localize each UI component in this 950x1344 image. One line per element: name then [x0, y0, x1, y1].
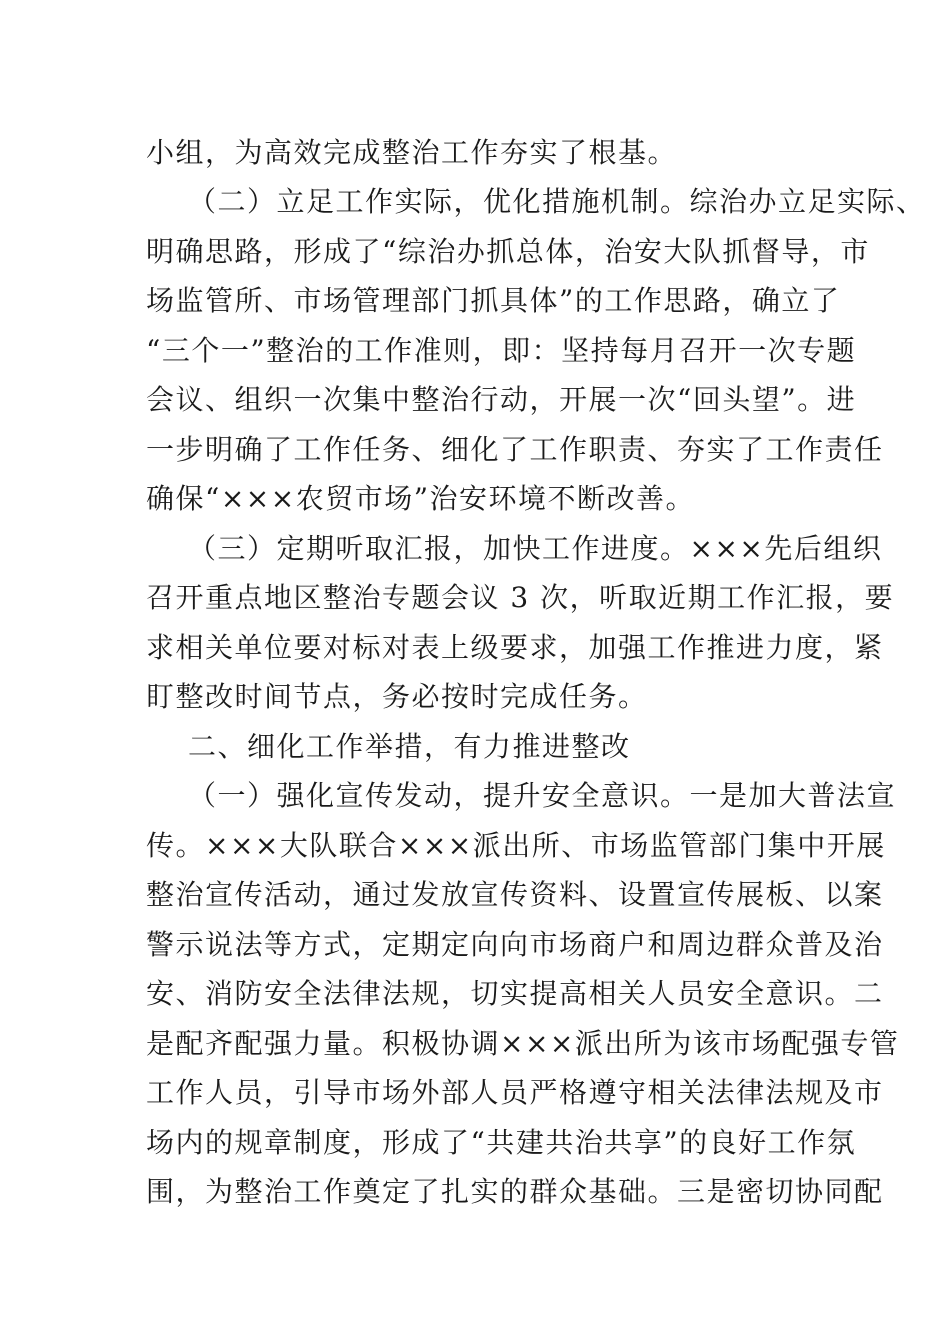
text-line: 盯整改时间节点，务必按时完成任务。: [146, 680, 648, 713]
text-line: 场监管所、市场管理部门抓具体”的工作思路，确立了: [146, 284, 841, 317]
text-line: 求相关单位要对标对表上级要求，加强工作推进力度，紧: [146, 631, 884, 664]
text-line: 一步明确了工作任务、细化了工作职责、夯实了工作责任: [146, 433, 884, 466]
text-line: 围，为整治工作奠定了扎实的群众基础。三是密切协同配: [146, 1175, 884, 1208]
text-line: 传。×××大队联合×××派出所、市场监管部门集中开展: [146, 829, 886, 862]
text-line: 是配齐配强力量。积极协调×××派出所为该市场配强专管: [146, 1027, 900, 1060]
text-line: 小组，为高效完成整治工作夯实了根基。: [146, 136, 678, 169]
section-heading: 二、细化工作举措，有力推进整改: [188, 730, 631, 763]
text-line: 警示说法等方式，定期定向向市场商户和周边群众普及治: [146, 928, 884, 961]
text-line: 召开重点地区整治专题会议 3 次，听取近期工作汇报，要: [146, 581, 895, 614]
text-line: 会议、组织一次集中整治行动，开展一次“回头望”。进: [146, 383, 857, 416]
text-line: 场内的规章制度，形成了“共建共治共享”的良好工作氛: [146, 1126, 857, 1159]
text-line: 工作人员，引导市场外部人员严格遵守相关法律法规及市: [146, 1076, 884, 1109]
text-line: 明确思路，形成了“综治办抓总体，治安大队抓督导，市: [146, 235, 870, 268]
paragraph-heading-1: （一）强化宣传发动，提升安全意识。一是加大普法宣: [188, 779, 897, 812]
text-line: 整治宣传活动，通过发放宣传资料、设置宣传展板、以案: [146, 878, 884, 911]
text-line: “三个一”整治的工作准则，即：坚持每月召开一次专题: [146, 334, 857, 367]
text-line: 安、消防安全法律法规，切实提高相关人员安全意识。二: [146, 977, 884, 1010]
text-line: 确保“×××农贸市场”治安环境不断改善。: [146, 482, 696, 515]
paragraph-heading-2: （二）立足工作实际，优化措施机制。综治办立足实际、: [188, 185, 926, 218]
paragraph-heading-3: （三）定期听取汇报，加快工作进度。×××先后组织: [188, 532, 883, 565]
